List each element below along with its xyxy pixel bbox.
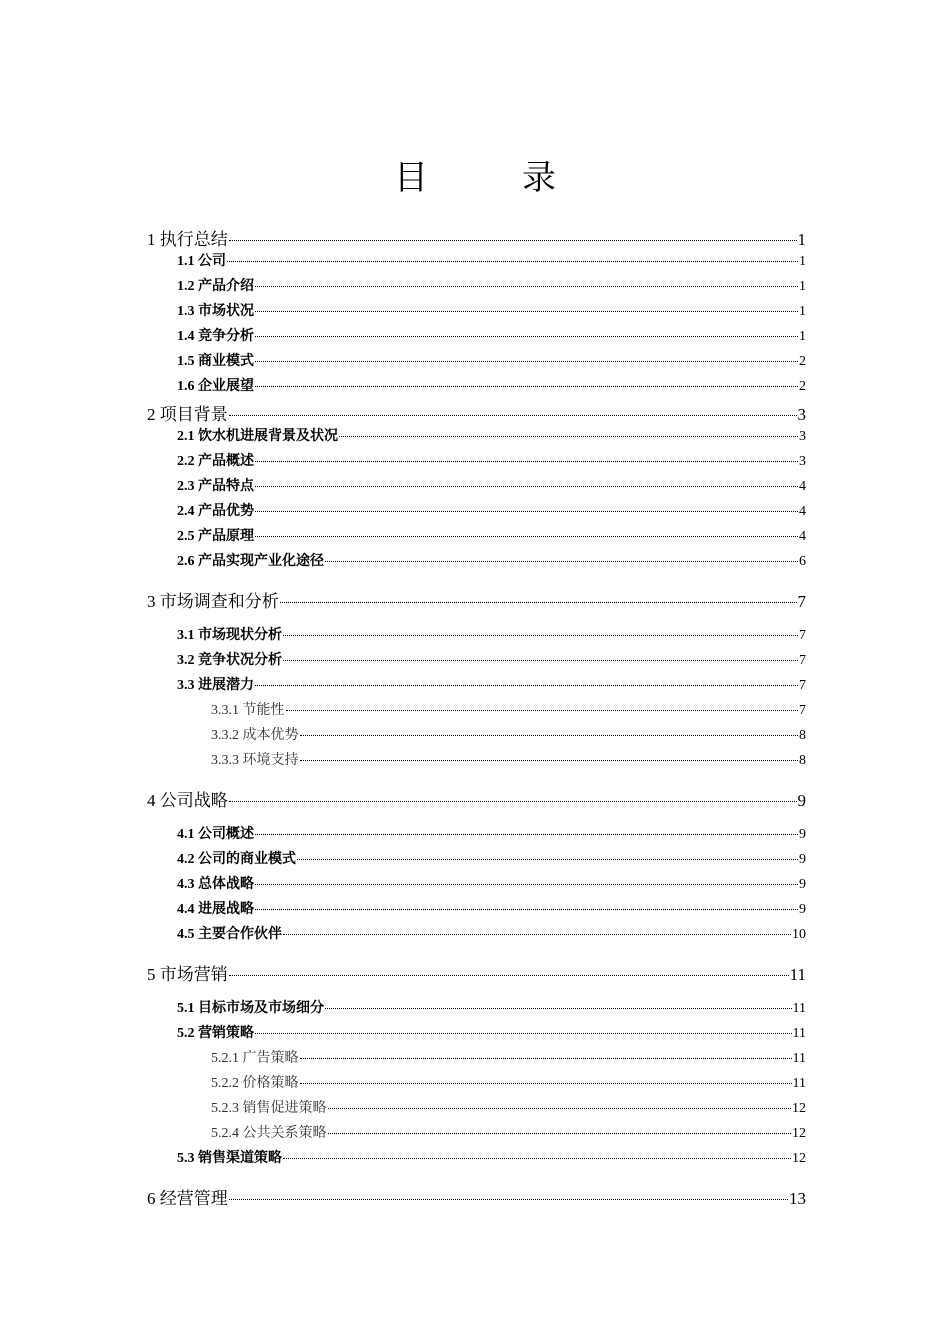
toc-leader-dots <box>255 1033 792 1034</box>
toc-leader-dots <box>283 635 798 636</box>
toc-entry-page-number: 11 <box>792 1051 806 1066</box>
toc-entry[interactable] <box>147 525 806 550</box>
toc-entry-label: 3.3.1 节能性 <box>211 703 285 718</box>
toc-entry[interactable] <box>147 1072 806 1097</box>
toc-entry-page-number: 6 <box>799 554 806 569</box>
toc-entry-label: 5.2.2 价格策略 <box>211 1076 299 1091</box>
toc-title: 目 录 <box>394 158 586 198</box>
table-of-contents <box>147 225 806 1209</box>
toc-entry-label: 2.6 产品实现产业化途径 <box>177 554 324 569</box>
toc-entry-label: 1.4 竞争分析 <box>177 329 254 344</box>
toc-leader-dots <box>255 536 798 537</box>
toc-entry[interactable] <box>147 674 806 699</box>
toc-entry-label: 2.2 产品概述 <box>177 454 254 469</box>
toc-entry-label: 5.2.3 销售促进策略 <box>211 1101 327 1116</box>
toc-leader-dots <box>328 1133 792 1134</box>
toc-entry-page-number: 1 <box>799 279 806 294</box>
toc-leader-dots <box>300 1058 792 1059</box>
toc-entry[interactable] <box>147 1097 806 1122</box>
toc-leader-dots <box>255 884 798 885</box>
toc-entry-page-number: 1 <box>799 254 806 269</box>
toc-entry-label: 5.2.1 广告策略 <box>211 1051 299 1066</box>
toc-entry-page-number: 12 <box>792 1151 806 1166</box>
toc-entry[interactable] <box>147 923 806 948</box>
toc-entry[interactable] <box>147 250 806 275</box>
toc-entry[interactable] <box>147 1047 806 1072</box>
toc-entry-page-number: 11 <box>792 1026 806 1041</box>
toc-leader-dots <box>283 1158 791 1159</box>
toc-entry-label: 2.1 饮水机进展背景及状况 <box>177 429 338 444</box>
toc-entry-page-number: 9 <box>797 791 806 810</box>
toc-entry[interactable] <box>147 1022 806 1047</box>
toc-leader-dots <box>255 511 798 512</box>
toc-entry-page-number: 9 <box>799 877 806 892</box>
toc-entry-page-number: 7 <box>797 592 806 611</box>
toc-entry[interactable] <box>147 749 806 774</box>
toc-leader-dots <box>328 1108 792 1109</box>
toc-leader-dots <box>255 336 798 337</box>
toc-entry-label: 2.3 产品特点 <box>177 479 254 494</box>
toc-entry-page-number: 7 <box>799 703 806 718</box>
toc-entry[interactable] <box>147 375 806 400</box>
toc-entry[interactable] <box>147 848 806 873</box>
toc-entry-label: 1.1 公司 <box>177 254 226 269</box>
toc-entry-page-number: 13 <box>789 1189 806 1208</box>
toc-leader-dots <box>255 361 798 362</box>
toc-entry-label: 1.2 产品介绍 <box>177 279 254 294</box>
toc-entry-label: 5 市场营销 <box>147 965 228 984</box>
toc-leader-dots <box>229 801 797 802</box>
toc-entry-label: 3.2 竞争状况分析 <box>177 653 282 668</box>
toc-entry[interactable] <box>147 624 806 649</box>
toc-entry-label: 4 公司战略 <box>147 791 228 810</box>
toc-entry-page-number: 11 <box>792 1001 806 1016</box>
toc-entry[interactable] <box>147 400 806 425</box>
toc-entry-page-number: 7 <box>799 678 806 693</box>
toc-entry-label: 3.3 进展潜力 <box>177 678 254 693</box>
toc-entry[interactable] <box>147 475 806 500</box>
toc-entry-label: 5.3 销售渠道策略 <box>177 1151 282 1166</box>
toc-entry-page-number: 7 <box>799 628 806 643</box>
toc-entry-label: 5.1 目标市场及市场细分 <box>177 1001 324 1016</box>
toc-leader-dots <box>255 486 798 487</box>
toc-leader-dots <box>339 436 798 437</box>
toc-entry[interactable] <box>147 997 806 1022</box>
toc-entry[interactable] <box>147 960 806 985</box>
toc-entry-label: 4.2 公司的商业模式 <box>177 852 296 867</box>
toc-entry-label: 2 项目背景 <box>147 405 228 424</box>
toc-leader-dots <box>229 975 789 976</box>
toc-entry-label: 4.4 进展战略 <box>177 902 254 917</box>
toc-entry-label: 6 经营管理 <box>147 1189 228 1208</box>
toc-leader-dots <box>300 760 799 761</box>
toc-entry-page-number: 4 <box>799 479 806 494</box>
toc-entry-page-number: 4 <box>799 504 806 519</box>
toc-entry[interactable] <box>147 724 806 749</box>
toc-leader-dots <box>280 602 797 603</box>
toc-leader-dots <box>286 710 799 711</box>
toc-entry-label: 2.4 产品优势 <box>177 504 254 519</box>
toc-entry[interactable] <box>147 550 806 575</box>
toc-leader-dots <box>255 461 798 462</box>
toc-entry-label: 5.2 营销策略 <box>177 1026 254 1041</box>
toc-leader-dots <box>300 1083 792 1084</box>
toc-entry-label: 1 执行总结 <box>147 230 228 249</box>
toc-entry[interactable] <box>147 786 806 811</box>
toc-leader-dots <box>227 261 798 262</box>
toc-leader-dots <box>283 934 791 935</box>
toc-leader-dots <box>297 859 798 860</box>
toc-entry-page-number: 7 <box>799 653 806 668</box>
toc-entry[interactable] <box>147 225 806 250</box>
toc-entry[interactable] <box>147 649 806 674</box>
toc-entry-page-number: 3 <box>797 405 806 424</box>
toc-entry[interactable] <box>147 425 806 450</box>
toc-leader-dots <box>255 386 798 387</box>
toc-entry[interactable] <box>147 587 806 612</box>
toc-entry[interactable] <box>147 500 806 525</box>
toc-entry[interactable] <box>147 1147 806 1172</box>
toc-entry-page-number: 12 <box>792 1101 806 1116</box>
toc-entry-page-number: 9 <box>799 852 806 867</box>
toc-entry-page-number: 3 <box>799 454 806 469</box>
toc-entry[interactable] <box>147 1184 806 1209</box>
toc-entry[interactable] <box>147 873 806 898</box>
toc-entry-label: 3 市场调查和分析 <box>147 592 279 611</box>
toc-entry-page-number: 9 <box>799 902 806 917</box>
toc-leader-dots <box>229 240 797 241</box>
toc-entry-label: 3.3.2 成本优势 <box>211 728 299 743</box>
toc-entry-page-number: 8 <box>799 753 806 768</box>
toc-entry-page-number: 8 <box>799 728 806 743</box>
toc-leader-dots <box>255 909 798 910</box>
toc-entry-page-number: 2 <box>799 354 806 369</box>
toc-entry-label: 1.3 市场状况 <box>177 304 254 319</box>
toc-entry-label: 4.3 总体战略 <box>177 877 254 892</box>
toc-entry[interactable] <box>147 823 806 848</box>
toc-entry[interactable] <box>147 898 806 923</box>
toc-leader-dots <box>255 311 798 312</box>
toc-leader-dots <box>255 685 798 686</box>
toc-entry-page-number: 1 <box>799 304 806 319</box>
toc-entry-page-number: 1 <box>797 230 806 249</box>
toc-entry[interactable] <box>147 300 806 325</box>
toc-leader-dots <box>229 415 797 416</box>
toc-leader-dots <box>255 286 798 287</box>
toc-leader-dots <box>300 735 799 736</box>
toc-entry[interactable] <box>147 275 806 300</box>
toc-entry-label: 1.6 企业展望 <box>177 379 254 394</box>
toc-entry-label: 4.1 公司概述 <box>177 827 254 842</box>
toc-entry-label: 3.1 市场现状分析 <box>177 628 282 643</box>
toc-leader-dots <box>229 1199 788 1200</box>
toc-entry-page-number: 11 <box>792 1076 806 1091</box>
toc-entry-page-number: 11 <box>789 965 806 984</box>
toc-entry-label: 5.2.4 公共关系策略 <box>211 1126 327 1141</box>
toc-leader-dots <box>325 561 798 562</box>
toc-entry-page-number: 9 <box>799 827 806 842</box>
toc-entry-label: 3.3.3 环境支持 <box>211 753 299 768</box>
toc-entry-page-number: 4 <box>799 529 806 544</box>
toc-entry-page-number: 1 <box>799 329 806 344</box>
toc-entry-label: 1.5 商业模式 <box>177 354 254 369</box>
toc-leader-dots <box>255 834 798 835</box>
toc-entry-page-number: 12 <box>792 1126 806 1141</box>
toc-entry[interactable] <box>147 699 806 724</box>
toc-entry[interactable] <box>147 350 806 375</box>
toc-entry-label: 4.5 主要合作伙伴 <box>177 927 282 942</box>
toc-entry-page-number: 2 <box>799 379 806 394</box>
toc-entry[interactable] <box>147 450 806 475</box>
toc-leader-dots <box>325 1008 792 1009</box>
toc-entry[interactable] <box>147 325 806 350</box>
toc-entry-page-number: 3 <box>799 429 806 444</box>
toc-entry-label: 2.5 产品原理 <box>177 529 254 544</box>
toc-leader-dots <box>283 660 798 661</box>
toc-entry[interactable] <box>147 1122 806 1147</box>
toc-entry-page-number: 10 <box>792 927 806 942</box>
